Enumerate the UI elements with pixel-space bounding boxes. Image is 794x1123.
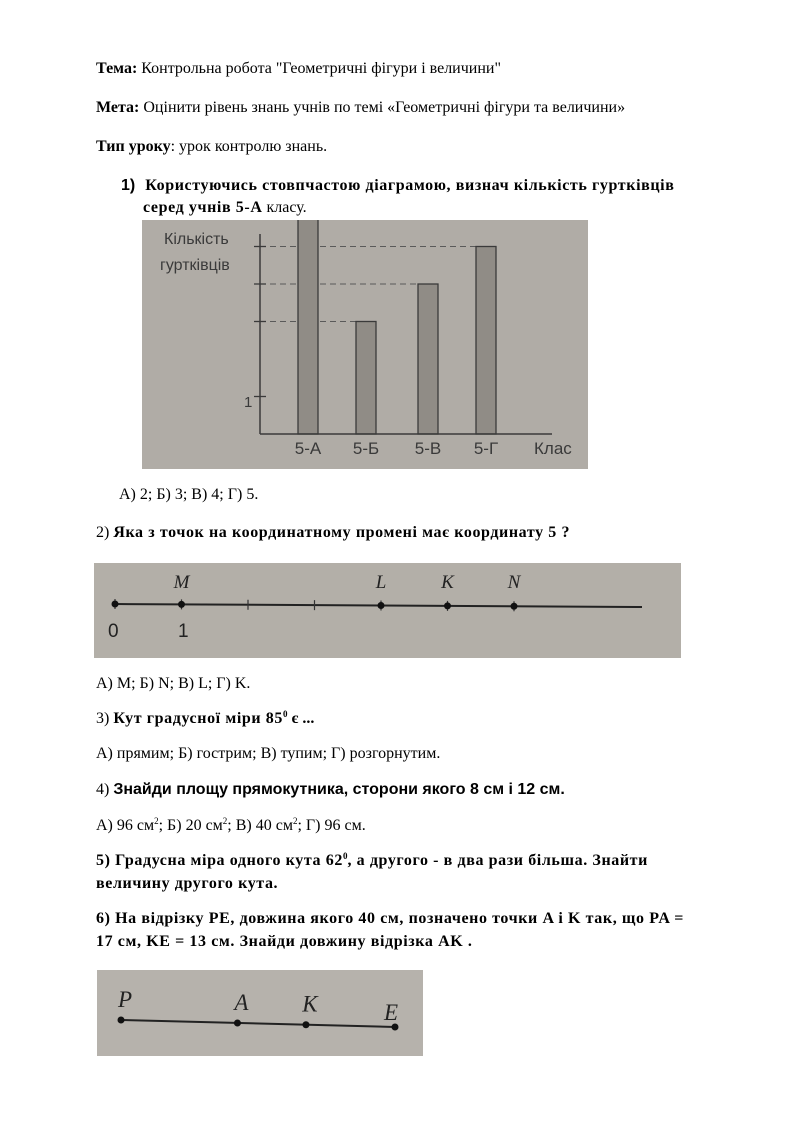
q1-answers: А) 2; Б) 3; В) 4; Г) 5.	[119, 486, 259, 503]
q1-question-2: серед учнів 5-А	[143, 199, 263, 216]
q2-answers: А) M; Б) N; В) L; Г) K.	[96, 675, 251, 692]
q1-line2	[143, 199, 307, 217]
topic-text: Контрольна робота "Геометричні фігури і величини"	[137, 60, 502, 77]
q4-answer-d: ; Г) 96 см.	[297, 817, 366, 834]
q1-line1	[121, 177, 674, 195]
x-tick-label: 5-Б	[352, 439, 380, 458]
q1-number: 1)	[121, 177, 136, 194]
q5-text-b: , а другого - в два рази більша. Знайти	[347, 852, 648, 869]
topic-line	[96, 60, 501, 78]
topic-label: Тема:	[96, 60, 138, 77]
q1-question-rest: класу.	[262, 199, 307, 216]
coordinate-ray	[94, 563, 681, 658]
q2-prefix: 2)	[96, 524, 114, 541]
q6-line2: 17 см, KE = 13 см. Знайди довжину відрізка AK .	[96, 933, 473, 950]
segment-point-label: A	[234, 989, 249, 1015]
segment-point-label: K	[302, 991, 318, 1017]
goal-label: Мета:	[96, 99, 140, 116]
ray-point-label: N	[507, 572, 521, 593]
ray-point-L	[378, 602, 385, 609]
q4-answer-b: ; Б) 20 см	[158, 817, 223, 834]
x-tick-label: 5-В	[414, 439, 442, 458]
segment-point-label: E	[383, 1000, 399, 1025]
ray-point-N	[511, 603, 518, 610]
q4-prefix: 4)	[96, 781, 114, 798]
segment-point-K	[302, 1021, 309, 1028]
q4-line	[96, 781, 565, 799]
q2-question: Яка з точок на координатному промені має координату 5 ?	[113, 524, 571, 541]
q3-line	[96, 710, 314, 728]
ray-point-K	[444, 602, 451, 609]
q3-answers: А) прямим; Б) гострим; В) тупим; Г) розгорнутим.	[96, 745, 441, 762]
lesson-type-label: Тип уроку	[96, 138, 171, 155]
ray-origin-dot	[112, 601, 119, 608]
q4-sup-a: 2	[154, 816, 159, 826]
q3-degree-sup: 0	[282, 709, 288, 719]
q5-line1	[96, 852, 648, 870]
ray-one-label: 1	[178, 621, 189, 642]
q5-line2: величину другого кута.	[96, 875, 279, 892]
goal-text: Оцінити рівень знань учнів по темі «Геометричні фігури та величини»	[139, 99, 626, 116]
x-tick-label: 5-Г	[473, 439, 499, 458]
ray-point-label: L	[375, 572, 387, 593]
segment-point-label: P	[117, 987, 133, 1012]
lesson-type-line	[96, 138, 327, 156]
q3-question-end: є ...	[287, 710, 315, 727]
q4-question: Знайди площу прямокутника, сторони якого 8 см і 12 см.	[113, 781, 565, 798]
q4-answer-a: А) 96 см	[96, 817, 155, 834]
goal-line	[96, 99, 625, 117]
segment-background	[97, 970, 423, 1056]
q4-sup-c: 2	[292, 816, 298, 826]
ray-point-label: K	[441, 572, 454, 593]
q2-line	[96, 524, 570, 542]
ray-zero-label: 0	[108, 621, 119, 642]
ray-point-label: M	[173, 572, 190, 593]
q4-answer-c: ; В) 40 см	[227, 817, 293, 834]
q1-question-1: Користуючись стовпчастою діаграмою, визнач кількість гуртківців	[145, 177, 675, 194]
segment-point-A	[234, 1019, 241, 1026]
q4-sup-b: 2	[222, 816, 228, 826]
y-tick-label: 1	[244, 394, 253, 411]
q6-line1: 6) На відрізку PE, довжина якого 40 см, позначено точки A і K так, що PA =	[96, 910, 684, 927]
bar-5-Г	[476, 247, 496, 435]
bar-5-А	[298, 220, 318, 434]
y-axis-label-line2: гуртківців	[160, 257, 230, 274]
x-tick-label: 5-А	[294, 439, 322, 458]
ray-point-M	[178, 601, 185, 608]
q4-answers	[96, 817, 366, 835]
segment-point-P	[118, 1017, 125, 1024]
q3-question: Кут градусної міри 85	[113, 710, 283, 727]
bar-chart	[142, 220, 588, 469]
x-axis-label: Клас	[534, 439, 572, 458]
bar-5-Б	[356, 322, 376, 435]
q5-text-a: 5) Градусна міра одного кута 62	[96, 852, 343, 869]
q3-prefix: 3)	[96, 710, 114, 727]
y-axis-label-line1: Кількість	[164, 231, 229, 248]
q5-degree-sup: 0	[342, 851, 348, 861]
bar-5-В	[418, 284, 438, 434]
segment-figure	[97, 970, 423, 1056]
lesson-type-text: : урок контролю знань.	[170, 138, 328, 155]
